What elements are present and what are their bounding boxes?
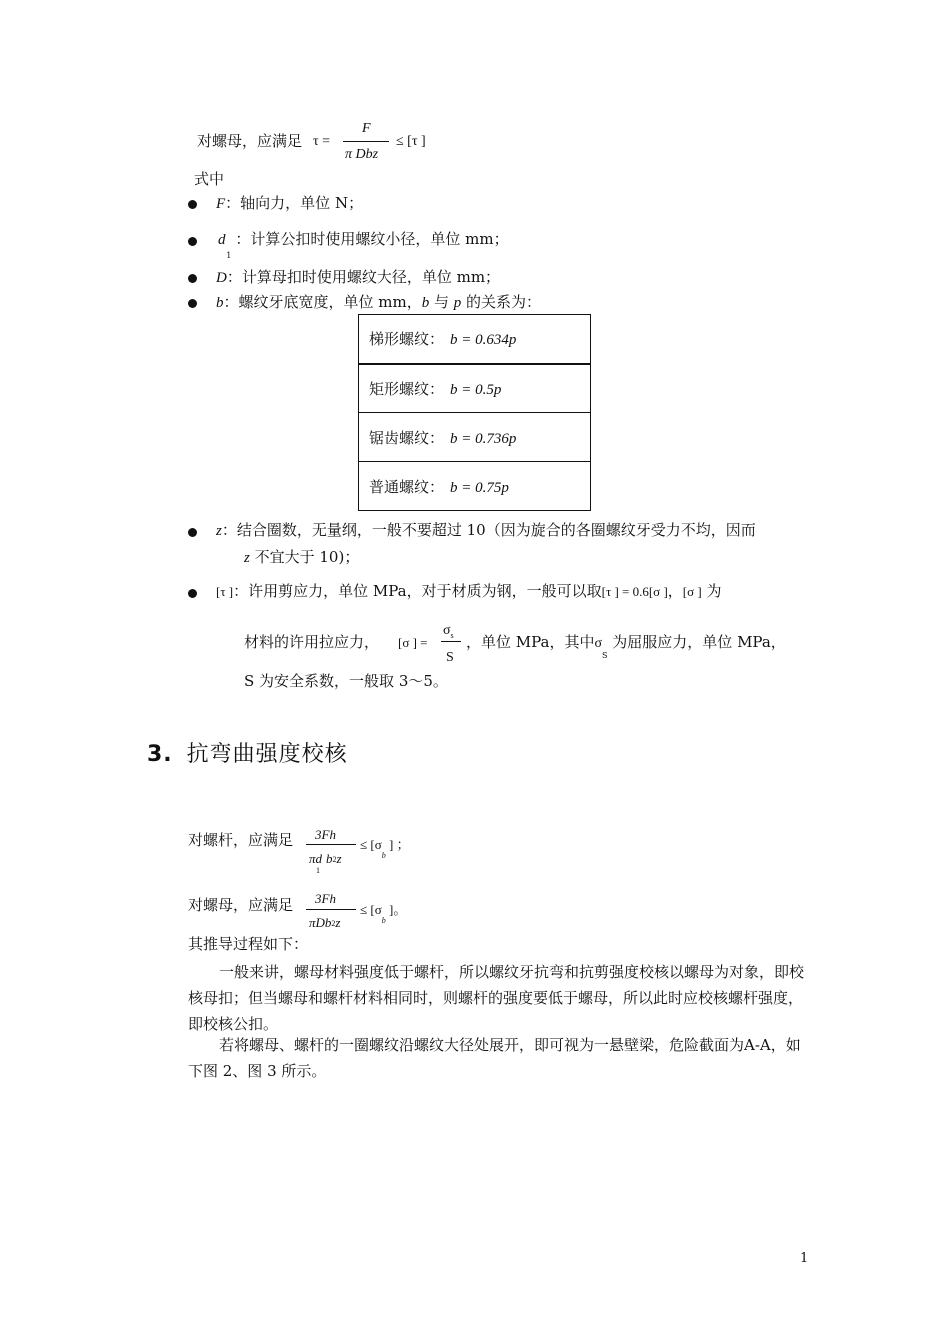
- list-item: D：计算母扣时使用螺纹大径，单位 mm；: [216, 268, 501, 286]
- nut-shear-rhs: ≤ [τ ]: [396, 134, 426, 149]
- table-row: 矩形螺纹： b = 0.5p: [359, 364, 591, 413]
- list-item: d $_1$：计算公扣时使用螺纹小径，单位 mm；: [218, 230, 509, 260]
- paragraph: 若将螺母、螺杆的一圈螺纹沿螺纹大径处展开，即可视为一悬壁梁，危险截面为A-A，如下图 2、图 3 所示。: [188, 1036, 801, 1080]
- table-row: 锯齿螺纹： b = 0.736p: [359, 413, 591, 462]
- bullet-icon: [188, 528, 197, 537]
- bullet-icon: [188, 299, 197, 308]
- bullet-icon: [188, 274, 197, 283]
- nut-shear-label: 对螺母，应满足: [197, 132, 303, 150]
- where-label: 式中: [194, 170, 225, 188]
- page-number: 1: [800, 1251, 809, 1266]
- thread-width-table: [358, 314, 591, 511]
- table-row: 梯形螺纹： b = 0.634p: [359, 315, 591, 364]
- bullet-icon: [188, 589, 197, 598]
- nut-shear-numerator: F: [362, 121, 371, 136]
- section-heading: 3. 抗弯曲强度校核: [147, 742, 348, 767]
- fraction-bar: [306, 844, 356, 845]
- nut-shear-denominator: π Dbz: [345, 147, 379, 162]
- paragraph: 一般来讲，螺母材料强度低于螺杆，所以螺纹牙抗弯和抗剪强度校核以螺母为对象，即校核母扣；但当螺母和螺杆材料相同时，则螺杆的强度要低于螺母，所以此时应校核螺杆强度，即校核公扣。: [188, 963, 805, 1033]
- list-item: b：螺纹牙底宽度，单位 mm，b 与 p 的关系为：: [216, 293, 542, 311]
- bullet-icon: [188, 237, 197, 246]
- table-row: 普通螺纹： b = 0.75p: [359, 462, 591, 511]
- fraction-bar: [306, 909, 356, 910]
- bullet-icon: [188, 200, 197, 209]
- sigma-s-numerator: $\sigma_s$: [443, 623, 454, 640]
- list-item: F：轴向力，单位 N；: [216, 194, 364, 212]
- fraction-bar: [343, 141, 389, 142]
- fraction-bar: [441, 641, 461, 642]
- derivation-label: 其推导过程如下：: [188, 935, 309, 953]
